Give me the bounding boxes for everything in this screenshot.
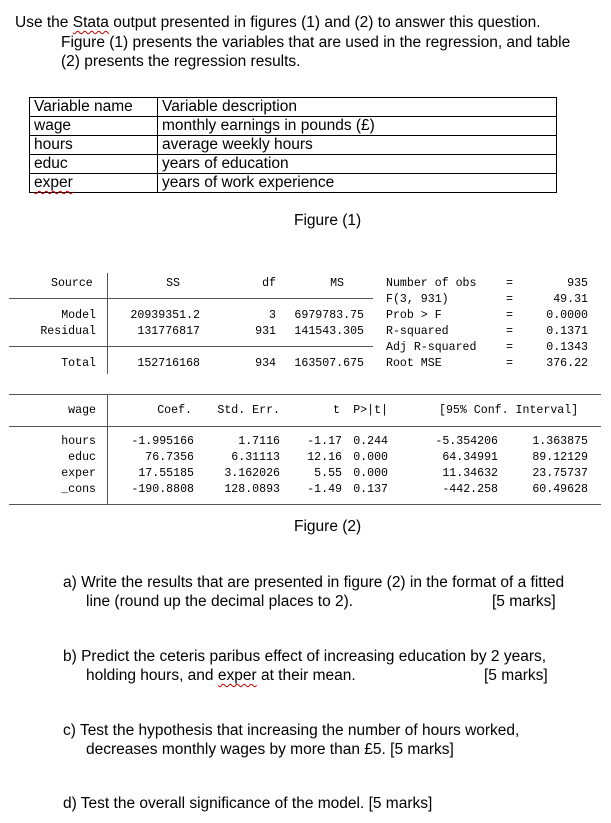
anova-header-df: df (262, 277, 276, 290)
variable-table-header (30, 98, 557, 117)
coef-header-p: P>|t| (353, 404, 388, 417)
coef-top-rule (9, 394, 601, 395)
stat-value: 0.1343 (546, 341, 588, 354)
coef-var: educ (68, 451, 96, 464)
coef-var: hours (61, 435, 96, 448)
stat-value: 0.0000 (546, 309, 588, 322)
coef-p: 0.000 (353, 467, 388, 480)
stat-value: 376.22 (546, 357, 588, 370)
anova-header-ms: MS (330, 277, 344, 290)
coef-t: 12.16 (307, 451, 342, 464)
question-c-line-2: decreases monthly wages by more than £5. [5 marks] (86, 741, 454, 758)
variable-name: wage (30, 117, 158, 136)
coef-se: 1.7116 (238, 435, 280, 448)
coef-header-depvar: wage (68, 404, 96, 417)
table-row (30, 136, 557, 155)
anova-ss-residual: 131776817 (137, 325, 200, 338)
anova-source-model: Model (61, 309, 96, 322)
question-a-line-1: a) Write the results that are presented in figure (2) in the format of a fitted (63, 574, 565, 591)
stat-label: Adj R-squared (386, 341, 477, 354)
table-row (30, 155, 557, 174)
coef-bottom-rule (9, 504, 601, 505)
figure-1-caption: Figure (1) (294, 212, 362, 229)
variable-description: monthly earnings in pounds (£) (158, 117, 557, 136)
intro-line-2: Figure (1) presents the variables that are used in the regression, and table (61, 34, 571, 51)
coef-ci-low: 64.34991 (442, 451, 498, 464)
stat-eq: = (506, 357, 513, 370)
coef-header-se: Std. Err. (217, 404, 280, 417)
anova-ms-total: 163507.675 (294, 357, 364, 370)
anova-ss-model: 20939351.2 (130, 309, 200, 322)
anova-ss-total: 152716168 (137, 357, 200, 370)
coef-p: 0.000 (353, 451, 388, 464)
coef-value: -190.8808 (131, 483, 194, 496)
stat-label: R-squared (386, 325, 449, 338)
stat-value: 935 (567, 277, 588, 290)
variable-name: educ (30, 155, 158, 174)
anova-header-ss: SS (166, 277, 180, 290)
coef-var: _cons (61, 483, 96, 496)
table-row (30, 174, 557, 193)
figure-2-caption: Figure (2) (294, 518, 362, 535)
table-row (30, 117, 557, 136)
stat-value: 49.31 (553, 293, 588, 306)
stat-eq: = (506, 341, 513, 354)
stat-eq: = (506, 309, 513, 322)
coef-t: 5.55 (314, 467, 342, 480)
coef-se: 6.31113 (231, 451, 280, 464)
question-b-line-2: holding hours, and exper at their mean. (86, 667, 356, 684)
coef-se: 128.0893 (224, 483, 280, 496)
coef-header-t: t (333, 404, 340, 417)
coef-p: 0.244 (353, 435, 388, 448)
variable-description: years of work experience (158, 174, 557, 193)
intro-line-3: (2) presents the regression results. (61, 53, 301, 70)
coef-value: 76.7356 (145, 451, 194, 464)
header-variable-description: Variable description (158, 98, 557, 117)
variable-description: years of education (158, 155, 557, 174)
coef-ci-high: 89.12129 (532, 451, 588, 464)
question-c-line-1: c) Test the hypothesis that increasing the number of hours worked, (63, 722, 520, 739)
stat-eq: = (506, 293, 513, 306)
variable-description: average weekly hours (158, 136, 557, 155)
stat-value: 0.1371 (546, 325, 588, 338)
stat-label: Root MSE (386, 357, 442, 370)
coef-t: -1.17 (307, 435, 342, 448)
stat-label: Number of obs (386, 277, 477, 290)
coef-header-ci: [95% Conf. Interval] (439, 404, 579, 417)
question-b-marks: [5 marks] (484, 667, 548, 684)
anova-vertical-rule (107, 273, 108, 374)
question-a-line-2: line (round up the decimal places to 2). (86, 593, 354, 610)
coef-ci-high: 1.363875 (532, 435, 588, 448)
intro-line-1: Use the Stata output presented in figures (1) and (2) to answer this question. (15, 14, 541, 31)
coef-value: 17.55185 (138, 467, 194, 480)
coef-ci-low: -442.258 (442, 483, 498, 496)
coef-value: -1.995166 (131, 435, 194, 448)
question-b-line-1: b) Predict the ceteris paribus effect of increasing education by 2 years, (63, 648, 547, 665)
coef-vertical-rule (107, 394, 108, 505)
intro-word-stata: Stata (72, 14, 109, 31)
variable-name: exper (30, 174, 158, 193)
anova-ms-residual: 141543.305 (294, 325, 364, 338)
coef-header-coef: Coef. (157, 404, 192, 417)
anova-df-total: 934 (255, 357, 276, 370)
coef-ci-high: 23.75737 (532, 467, 588, 480)
variable-table (29, 97, 557, 193)
stat-label: Prob > F (386, 309, 442, 322)
anova-ms-model: 6979783.75 (294, 309, 364, 322)
coef-se: 3.162026 (224, 467, 280, 480)
anova-df-model: 3 (269, 309, 276, 322)
coef-ci-high: 60.49628 (532, 483, 588, 496)
coef-var: exper (61, 467, 96, 480)
anova-source-total: Total (61, 357, 96, 370)
anova-df-residual: 931 (255, 325, 276, 338)
coef-p: 0.137 (353, 483, 388, 496)
anova-source-residual: Residual (40, 325, 96, 338)
anova-header-source: Source (51, 277, 93, 290)
question-d-line-1: d) Test the overall significance of the model. [5 marks] (63, 795, 433, 812)
coef-t: -1.49 (307, 483, 342, 496)
coef-ci-low: -5.354206 (435, 435, 498, 448)
stat-label: F(3, 931) (386, 293, 449, 306)
question-a-marks: [5 marks] (492, 593, 556, 610)
anova-top-rule (9, 298, 373, 299)
anova-total-rule (9, 346, 373, 347)
coef-header-rule (9, 426, 601, 427)
coef-ci-low: 11.34632 (442, 467, 498, 480)
variable-name: hours (30, 136, 158, 155)
header-variable-name: Variable name (30, 98, 158, 117)
stat-eq: = (506, 277, 513, 290)
stat-eq: = (506, 325, 513, 338)
